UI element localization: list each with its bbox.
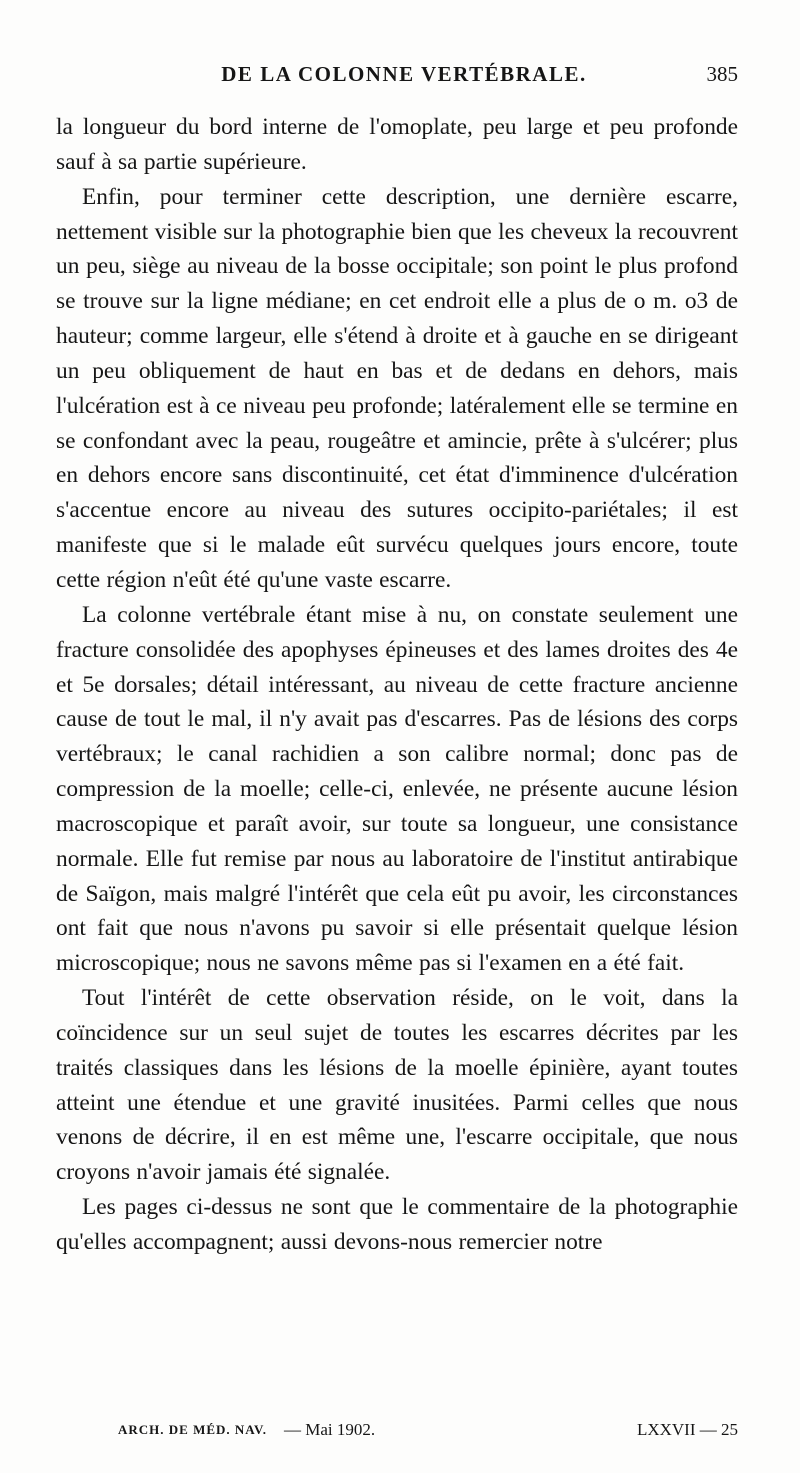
paragraph-2: Enfin, pour terminer cette description, une dernière escarre, nettement visible sur la photographie bien que les cheveux la recouvrent un peu, siège au niveau de la bosse occipitale; son point le plus profond se trouve sur la ligne médiane; en cet endroit elle a plus de o m. o3 de hauteur; comme largeur, elle s'étend à droite et à gauche en se dirigeant un peu obliquement de haut en bas et de dedans en dehors, mais l'ulcération est à ce niveau peu profonde; latéralement elle se termine en se confondant avec la peau, rougeâtre et amincie, prête à s'ulcérer; plus en dehors encore sans discontinuité, cet état d'imminence d'ulcération s'accentue encore au niveau des sutures occipito-pariétales; il est manifeste que si le malade eût survécu quelques jours encore, toute cette région n'eût été qu'une vaste escarre. — [56, 183, 738, 593]
running-title: DE LA COLONNE VERTÉBRALE. — [221, 62, 587, 86]
body-text — [56, 110, 738, 1260]
footer-signature: LXXVII — 25 — [636, 1420, 738, 1439]
footer-date: — Mai 1902. — [284, 1420, 376, 1439]
paragraph-1: la longueur du bord interne de l'omoplate, peu large et peu profonde sauf à sa partie supérieure. — [56, 114, 738, 175]
page-footer — [118, 1420, 738, 1448]
paragraph-3: La colonne vertébrale étant mise à nu, on constate seulement une fracture consolidée des apophyses épineuses et des lames droites des 4e et 5e dorsales; détail intéressant, au niveau de cette fracture ancienne cause de tout le mal, il n'y avait pas d'escarres. Pas de lésions des corps vertébraux; le canal rachidien a son calibre normal; donc pas de compression de la moelle; celle-ci, enlevée, ne présente aucune lésion macroscopique et paraît avoir, sur toute sa longueur, une consistance normale. Elle fut remise par nous au laboratoire de l'institut antirabique de Saïgon, mais malgré l'intérêt que cela eût pu avoir, les circonstances ont fait que nous n'avons pu savoir si elle présentait quelque lésion microscopique; nous ne savons même pas si l'examen en a été fait. — [56, 601, 738, 977]
page-number: 385 — [706, 62, 738, 86]
paragraph-5: Les pages ci-dessus ne sont que le commentaire de la photographie qu'elles accompagnent; aussi devons-nous remercier notre — [56, 1194, 738, 1255]
paragraph-4: Tout l'intérêt de cette observation réside, on le voit, dans la coïncidence sur un seul sujet de toutes les escarres décrites par les traités classiques dans les lésions de la moelle épinière, ayant toutes atteint une étendue et une gravité inusitées. Parmi celles que nous venons de décrire, il en est même une, l'escarre occipitale, que nous croyons n'avoir jamais été signalée. — [56, 985, 738, 1186]
page-header — [70, 62, 738, 92]
footer-journal: ARCH. DE MÉD. NAV. — [118, 1422, 267, 1437]
